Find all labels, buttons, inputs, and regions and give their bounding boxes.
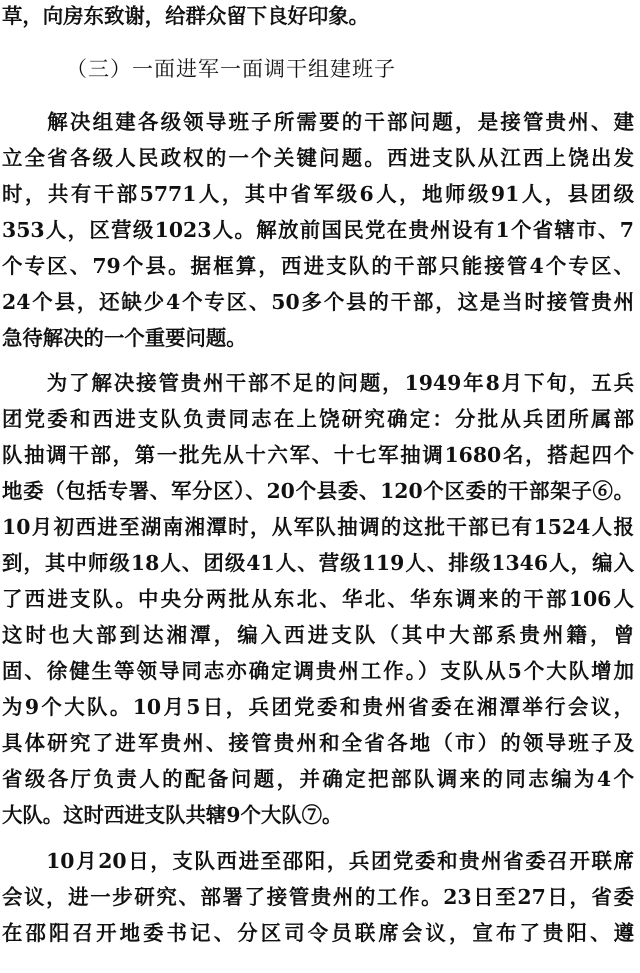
section-heading: （三）一面进军一面调干组建班子 xyxy=(66,57,396,81)
paragraph-2-line-8: 这时也大部到达湘潭，编入西进支队（其中大部系贵州籍，曾 xyxy=(2,623,634,647)
paragraph-2-line-1: 为了解决接管贵州干部不足的问题，1949年8月下旬，五兵 xyxy=(2,371,634,395)
paragraph-3-line-3: 在邵阳召开地委书记、分区司令员联席会议，宣布了贵阳、遵 xyxy=(2,921,634,945)
paragraph-1-line-3: 时，共有干部5771人，其中省军级6人，地师级91人，县团级 xyxy=(2,182,634,206)
paragraph-2-line-3: 队抽调干部，第一批先从十六军、十七军抽调1680名，搭起四个 xyxy=(2,443,634,467)
paragraph-2-line-9: 固、徐健生等领导同志亦确定调贵州工作。）支队从5个大队增加 xyxy=(2,659,634,683)
paragraph-1-line-6: 24个县，还缺少4个专区、50多个县的干部，这是当时接管贵州 xyxy=(2,290,634,314)
paragraph-2-line-5: 10月初西进至湖南湘潭时，从军队抽调的这批干部已有1524人报 xyxy=(2,515,634,539)
paragraph-2-line-13: 大队。这时西进支队共辖9个大队⑦。 xyxy=(2,803,343,827)
top-line: 草，向房东致谢，给群众留下良好印象。 xyxy=(2,4,370,28)
paragraph-2-line-6: 到，其中师级18人、团级41人、营级119人、排级1346人，编入 xyxy=(2,551,634,575)
paragraph-2-line-4: 地委（包括专署、军分区）、20个县委、120个区委的干部架子⑥。 xyxy=(2,479,634,503)
paragraph-1-line-5: 个专区、79个县。据框算，西进支队的干部只能接管4个专区、 xyxy=(2,254,634,278)
paragraph-1-line-7: 急待解决的一个重要问题。 xyxy=(2,326,247,350)
paragraph-1-line-1: 解决组建各级领导班子所需要的干部问题，是接管贵州、建 xyxy=(2,110,634,134)
paragraph-2-line-2: 团党委和西进支队负责同志在上饶研究确定：分批从兵团所属部 xyxy=(2,407,634,431)
paragraph-1-line-2: 立全省各级人民政权的一个关键问题。西进支队从江西上饶出发 xyxy=(2,146,634,170)
paragraph-3-line-1: 10月20日，支队西进至邵阳，兵团党委和贵州省委召开联席 xyxy=(2,849,634,873)
paragraph-2-line-12: 省级各厅负责人的配备问题，并确定把部队调来的同志编为4个 xyxy=(2,767,634,791)
paragraph-2-line-11: 具体研究了进军贵州、接管贵州和全省各地（市）的领导班子及 xyxy=(2,731,634,755)
paragraph-2-line-10: 为9个大队。10月5日，兵团党委和贵州省委在湘潭举行会议， xyxy=(2,695,634,719)
paragraph-2-line-7: 了西进支队。中央分两批从东北、华北、华东调来的干部106人 xyxy=(2,587,634,611)
paragraph-1-line-4: 353人，区营级1023人。解放前国民党在贵州设有1个省辖市、7 xyxy=(2,218,634,242)
paragraph-3-line-2: 会议，进一步研究、部署了接管贵州的工作。23日至27日，省委 xyxy=(2,885,634,909)
